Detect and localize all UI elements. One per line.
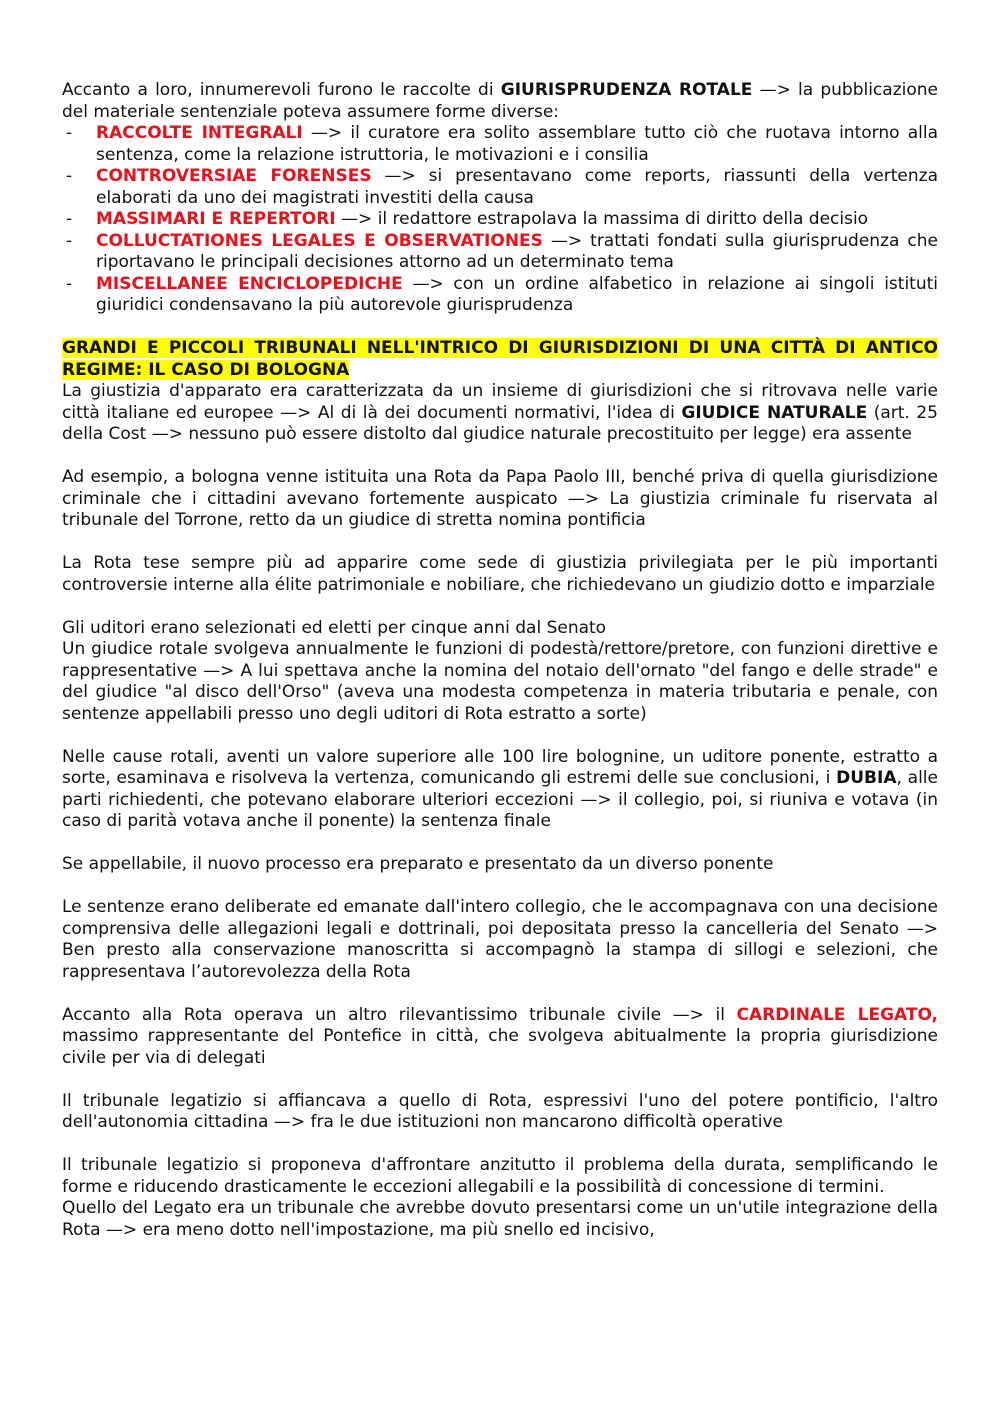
list-term: COLLUCTATIONES LEGALES E OBSERVATIONES <box>96 230 543 251</box>
paragraph: Il tribunale legatizio si affiancava a quello di Rota, espressivi l'uno del potere pontificio, l'altro dell'autonomia cittadina —> fra le due istituzioni non mancarono difficoltà operative <box>62 1090 938 1132</box>
list-term: MISCELLANEE ENCICLOPEDICHE <box>96 273 403 294</box>
text: Nelle cause rotali, aventi un valore superiore alle 100 lire bolognine, un uditore ponente, estratto a sorte, esaminava e risolveva la vertenza, comunicando gli estremi delle sue conclusioni, i <box>62 746 938 788</box>
list-item <box>62 274 938 317</box>
paragraph: Se appellabile, il nuovo processo era preparato e presentato da un diverso ponente <box>62 854 774 874</box>
list-term: RACCOLTE INTEGRALI <box>96 123 303 143</box>
paragraph <box>62 1005 938 1070</box>
paragraph <box>62 747 938 833</box>
spacer <box>62 532 938 554</box>
text: Accanto a loro, innumerevoli furono le raccolte di <box>62 80 501 100</box>
paragraph: La Rota tese sempre più ad apparire come sede di giustizia privilegiata per le più importanti controversie interne alla élite patrimoniale e nobiliare, che richiedevano un giudizio dotto e imparziale <box>62 553 938 595</box>
list-item <box>62 231 938 274</box>
intro-paragraph <box>62 80 938 123</box>
text: massimo rappresentante del Pontefice in città, che svolgeva abitualmente la propria giurisdizione civile per via di delegati <box>62 1026 938 1068</box>
spacer <box>62 833 938 855</box>
list-item <box>62 209 938 231</box>
list-item <box>62 123 938 166</box>
spacer <box>62 596 938 618</box>
highlighted-heading: GRANDI E PICCOLI TRIBUNALI NELL'INTRICO DI GIURISDIZIONI DI UNA CITTÀ DI ANTICO REGIME: IL CASO DI BOLOGNA <box>62 338 938 380</box>
spacer <box>62 446 938 468</box>
list-text: —> con un ordine alfabetico in relazione ai singoli istituti giuridici condensavano la più autorevole giurisprudenza <box>96 273 939 315</box>
list-text: —> il redattore estrapolava la massima di diritto della decisio <box>335 209 869 229</box>
text: , alle parti richiedenti, che potevano elaborare ulteriori eccezioni —> il collegio, poi, si riuniva e votava (in caso di parità votava anche il ponente) la sentenza finale <box>62 768 938 831</box>
spacer <box>62 725 938 747</box>
bold-term: GIUDICE NATURALE <box>681 402 868 423</box>
list-term: CONTROVERSIAE FORENSES <box>96 166 372 186</box>
list-item <box>62 166 938 209</box>
spacer <box>62 876 938 898</box>
text: —> la pubblicazione del materiale sentenziale poteva assumere forme diverse: <box>62 80 938 122</box>
spacer <box>62 317 938 339</box>
text: (art. 25 della Cost —> nessuno può essere distolto dal giudice naturale precostituito per legge) era assente <box>62 402 939 444</box>
list-text: —> il curatore era solito assemblare tutto ciò che ruotava intorno alla sentenza, come la relazione istruttoria, le motivazioni e i consilia <box>96 123 938 165</box>
paragraph: Gli uditori erano selezionati ed eletti per cinque anni dal Senato <box>62 617 607 638</box>
list-text: —> trattati fondati sulla giurisprudenza che riportavano le principali decisiones attorno ad un determinato tema <box>96 230 938 272</box>
spacer <box>62 1134 938 1156</box>
text: La giustizia d'apparato era caratterizzata da un insieme di giurisdizioni che si ritrovava nelle varie città italiane ed europee —> Al di là dei documenti normativi, l'idea di <box>62 381 938 423</box>
list-text: —> si presentavano come reports, riassunti della vertenza elaborati da uno dei magistrati investiti della causa <box>96 166 938 208</box>
paragraph: Il tribunale legatizio si proponeva d'affrontare anzitutto il problema della durata, semplificando le forme e riducendo drasticamente le eccezioni allegabili e la possibilità di concessione di termini. <box>62 1155 938 1197</box>
paragraph <box>62 381 938 446</box>
red-term: CARDINALE LEGATO, <box>736 1004 938 1025</box>
paragraph: Un giudice rotale svolgeva annualmente le funzioni di podestà/rettore/pretore, con funzioni direttive e rappresentative —> A lui spettava anche la nomina del notaio dell'ornato "del fango e delle strade" e del giudice "al disco dell'Orso" (aveva una modesta competenza in materia tributaria e penale, con sentenze appellabili presso uno degli uditori di Rota estratto a sorte) <box>62 639 938 724</box>
text: Accanto alla Rota operava un altro rilevantissimo tribunale civile —> il <box>62 1004 737 1025</box>
paragraph: Quello del Legato era un tribunale che avrebbe dovuto presentarsi come un un'utile integrazione della Rota —> era meno dotto nell'impostazione, ma più snello ed incisivo, <box>62 1198 938 1240</box>
collections-list <box>62 123 938 317</box>
spacer <box>62 983 938 1005</box>
bold-term: GIURISPRUDENZA ROTALE <box>500 80 753 100</box>
bold-term: DUBIA <box>836 768 897 788</box>
paragraph: Le sentenze erano deliberate ed emanate dall'intero collegio, che le accompagnava con una decisione comprensiva delle allegazioni legali e dottrinali, poi depositata presso la cancelleria del Senato —> Ben presto alla conservazione manoscritta si accompagnò la stampa di sillogi e selezioni, che rappresentava l’autorevolezza della Rota <box>62 897 938 982</box>
spacer <box>62 1069 938 1091</box>
document-page <box>62 80 938 1241</box>
section-heading <box>62 338 938 381</box>
list-term: MASSIMARI E REPERTORI <box>96 209 336 229</box>
paragraph: Ad esempio, a bologna venne istituita una Rota da Papa Paolo III, benché priva di quella giurisdizione criminale che i cittadini avevano fortemente auspicato —> La giustizia criminale fu riservata al tribunale del Torrone, retto da un giudice di stretta nomina pontificia <box>62 467 938 530</box>
